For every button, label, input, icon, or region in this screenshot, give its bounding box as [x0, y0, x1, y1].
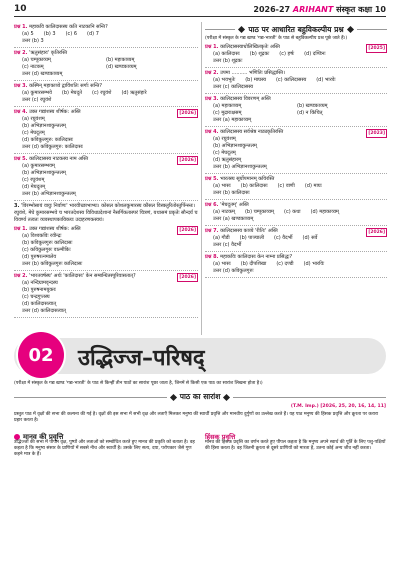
answer: उत्तर (b) शूद्रकः	[213, 58, 243, 64]
option: (c) वाणी	[277, 183, 295, 189]
option: (c) वैदर्भी	[274, 235, 293, 241]
separator	[14, 80, 198, 81]
brand-logo: ARIHANT	[292, 5, 334, 14]
right-column	[205, 24, 387, 280]
question-text: कालिदासस्याधोलिखितकृतेः अस्ति	[220, 44, 280, 50]
option: (c) कालिदासस्य	[275, 77, 307, 83]
header-class: कक्षा 10	[358, 5, 386, 14]
subsection-title: मानव की प्रवृत्ति	[23, 433, 64, 441]
section-heading	[205, 26, 387, 33]
question-text: उक्त गद्यांशस्य शीर्षक: अस्ति	[29, 226, 81, 232]
option: (b) कालिदासः	[240, 183, 268, 189]
separator	[14, 270, 198, 271]
option: (b) शूद्रकः	[249, 51, 270, 57]
question-item	[205, 228, 387, 252]
option: (d) भारवेः	[316, 77, 336, 83]
header-year: 2026-27	[253, 5, 291, 14]
option: (d) खण्डकाव्यम्	[106, 64, 137, 70]
option: (d) ऋतुसंहारम्	[213, 157, 242, 163]
question-item	[205, 202, 387, 226]
answer: उत्तर (c) वैदर्भी	[213, 242, 242, 248]
option: (b) अभिज्ञानशाकुन्तलम्	[22, 170, 66, 176]
separator	[14, 47, 198, 48]
option: (c) हर्षः	[279, 51, 295, 57]
question-number: प्रश्न 2.	[14, 50, 28, 56]
option: (d) ऋतुसंहारे	[121, 90, 147, 96]
option: (c) मेघदूतम्	[213, 150, 236, 156]
question-text: महाकविः कालिदासः केन नाम्ना प्रसिद्धः?	[220, 254, 293, 260]
option: (a) कालिदासः	[213, 51, 240, 57]
option: (d) सर्वे	[302, 235, 318, 241]
option: (c) चन्द्रगुप्तस्य	[22, 294, 50, 300]
options	[14, 57, 198, 71]
passage	[14, 203, 198, 224]
option: (c) कथा	[284, 209, 301, 215]
separator	[205, 67, 387, 68]
answer: उत्तर (d) कविकुलगुरु: कालिदासः	[22, 144, 83, 150]
subsection-text: मानव की हिंसक प्रवृत्ति का वर्णन करते हुए पीपल कहता है कि मनुष्य अपने स्वार्थ की पूर्ति के लिए पशु-पक्षियों की हिंसा करता है। वह जितनी क्रूरता से दूसरे प्राणियों को मारता है, उतना कोई अन्य जीव नहीं करता।	[205, 440, 386, 451]
option: (c) मुद्राराक्षसम्	[213, 110, 242, 116]
separator	[205, 126, 387, 127]
chapter-title: उद्भिज्ज–परिषद्	[78, 346, 205, 371]
left-column	[14, 24, 198, 320]
option: (a) चम्पूकाव्यम्	[22, 57, 51, 63]
chapter-intro: (परीक्षा में संस्कृत के गद्य खण्ड 'गद्य-भारती' के पाठ से किन्हीं तीन पाठों का सारांश पूछा जाता है, जिनमें से किसी एक पाठ का सारांश लिखना होता है।)	[14, 381, 263, 386]
option: (b) दीपशिखा	[240, 261, 267, 267]
separator	[205, 173, 387, 174]
option: (b) महाकाव्यम्	[106, 57, 135, 63]
diamond-icon	[223, 393, 230, 400]
option: (a) गौडी	[213, 235, 230, 241]
question-item	[14, 156, 198, 201]
option: (a) 5	[22, 31, 34, 37]
option: (d) कालिदासत्वात्	[22, 301, 57, 307]
separator	[205, 199, 387, 200]
question-item	[14, 24, 198, 48]
question-item	[205, 176, 387, 200]
question-text: महाकवि कालिदासस्य कति नाटकानि सन्ति?	[29, 24, 108, 30]
answer: उत्तर (b) कविकुलगुरुः कालिदासः	[22, 261, 83, 267]
diamond-icon	[347, 26, 354, 33]
options	[14, 90, 198, 97]
question-text: भारतस्य सूर्योपमानम् कविरस्ति	[220, 176, 275, 182]
option: (c) रघुवंशे	[92, 90, 112, 96]
answer: उत्तर (b) अभिज्ञानशाकुन्तलम्	[22, 191, 76, 197]
question-text: उपमा .......... भणितिः प्रसिद्धास्ति।	[220, 70, 285, 76]
option: (b) माघस्य	[245, 77, 266, 83]
option: (b) पाञ्चाली	[239, 235, 265, 241]
summary-text: प्रस्तुत पाठ में वृक्षों की सभा की कल्पना की गई है। वृक्षों की इस सभा में सभी वृक्ष और लताएँ मिलकर मनुष्य की स्वार्थी प्रवृत्ति और मानवीय दुर्गुणों का उल्लेख करते हैं। यह पाठ मनुष्य की हिंसक प्रवृत्ति और क्रूरता पर करारा प्रहार करता है।	[14, 412, 379, 423]
option: (b) खण्डकाव्यम्	[297, 103, 328, 109]
option: (c) 6	[65, 31, 78, 37]
answer: उत्तर (a) महाकाव्यम्	[213, 117, 252, 123]
option: (a) नन्दिग्रामवृन्दस्य	[22, 280, 58, 286]
header-rule	[14, 16, 386, 17]
subsection-violence	[205, 434, 386, 452]
answer: उत्तर (c) कालिदासस्य	[213, 84, 254, 90]
separator	[205, 225, 387, 226]
subsection-text: उद्भिज्जों की सभा में पीपल वृक्ष, पुष्पों और लताओं को सम्बोधित करते हुए मानव की प्रकृति को बताता है। वह कहता है कि मनुष्य संसार के प्राणियों में सबसे नीच और स्वार्थी है। उसके लिए सत्य, दया, परोपकार जैसे गुण कहने मात्र के हैं।	[14, 440, 195, 457]
option: (a) महाकाव्यम्	[213, 103, 242, 109]
question-item	[14, 273, 198, 318]
options	[205, 136, 366, 164]
year-badge: [2026]	[368, 230, 385, 235]
chapter-number-badge: 02	[18, 332, 64, 378]
separator	[205, 251, 387, 252]
option: (b) पुरुषनामयुक्तः	[22, 287, 56, 293]
question-number: प्रश्न 8.	[205, 254, 219, 260]
option: (a) नाटकम्	[213, 209, 235, 215]
options	[14, 116, 177, 144]
subsection-nature	[14, 434, 198, 458]
question-number: प्रश्न 2.	[14, 273, 28, 279]
option: (c) कविकुलगुरुः वाल्मीकिः	[22, 247, 71, 253]
question-item	[14, 226, 198, 271]
question-item	[14, 50, 198, 81]
heading-rule-right	[357, 29, 387, 30]
option: (b) 3	[43, 31, 56, 37]
year-badge: [2026]	[179, 111, 196, 116]
question-text: 'भारतवर्षस्य' अर्थः 'कालिदासः' केन सम्बन्धितस्पुरिवासतात्?	[29, 273, 136, 279]
option: (d) माघः	[304, 183, 322, 189]
year-badge: [2026]	[179, 158, 196, 163]
question-item	[205, 254, 387, 278]
question-number: प्रश्न 7.	[205, 228, 219, 234]
option: (b) अभिज्ञानशाकुन्तलम्	[213, 143, 257, 149]
question-text: 'मेघदूतम्' अस्ति	[220, 202, 249, 208]
diamond-icon	[238, 26, 245, 33]
question-number: प्रश्न 3.	[14, 83, 28, 89]
question-text: कालिदासस्य नाटकस्य नाम अस्ति	[29, 156, 89, 162]
question-text: कालिदासस्य काव्ये 'रीतिः' अस्ति	[220, 228, 278, 234]
question-item	[205, 129, 387, 174]
question-text: 'ऋतुसंहारः' कृतिरस्ति	[29, 50, 68, 56]
answer: उत्तर (b) कालिदासः	[213, 190, 250, 196]
option: (b) कविकुलगुरुः कालिदासः	[22, 240, 73, 246]
question-number: प्रश्न 6.	[205, 202, 219, 208]
separator	[205, 93, 387, 94]
option: (c) नाटकम्	[22, 64, 44, 70]
passage-text: 'विरम्भोसायं वायुः निर्वाणः' भारवीच्छाभाभ्यः। कोसल कोशलकुमारस्य कौसल विस्क्लुरितोस्तुर्पिन्स्त्तः। रघुवंशे, मेघे कुमारसम्भवे च भारतदेशस्य विविधप्रदेशानां नैसर्गिकतास्परं चित्रणं, यथासमं प्रकृतेः सौन्दर्यं च विवर्ण्य तत्वतः व्यवस्थापकायिकयः उदाहरणकस्वयं।	[14, 203, 198, 223]
option: (c) मेघदूतम्	[22, 130, 45, 136]
heading-rule-left	[14, 397, 167, 398]
option: (a) भवभूतेः	[213, 77, 236, 83]
option: (a) रघुवंशम्	[22, 116, 45, 122]
year-badge: [2026]	[179, 228, 196, 233]
option: (b) अभिज्ञानशाकुन्तलम्	[22, 123, 66, 129]
year-badge: [2026]	[179, 275, 196, 280]
subsection-heading: हिंसक प्रवृत्ति	[205, 433, 236, 441]
section-title: पाठ पर आधारित बहुविकल्पीय प्रश्न	[248, 25, 344, 34]
separator	[14, 317, 198, 318]
summary-heading	[14, 392, 386, 402]
question-text: कस्मिन् महाकाव्ये द्वाविंशतिः सर्गाः सन्ति?	[29, 83, 103, 89]
option: (a) रघुवंशम्	[213, 136, 236, 142]
question-number: प्रश्न 5.	[14, 156, 28, 162]
heading-rule-right	[233, 397, 386, 398]
question-number: प्रश्न 5.	[205, 176, 219, 182]
separator	[205, 277, 387, 278]
answer: उत्तर (b) अभिज्ञानशाकुन्तलम्	[213, 164, 267, 170]
option: (a) भासः	[213, 261, 231, 267]
header-info	[253, 4, 386, 15]
option: (d) दण्डिनः	[304, 51, 326, 57]
separator	[14, 153, 198, 154]
summary-title: पाठ का सारांश	[179, 392, 221, 401]
option: (d) कविकुलगुरु: कालिदासः	[22, 137, 74, 143]
question-number: प्रश्न 1.	[205, 44, 219, 50]
answer: उत्तर (b) 3	[22, 38, 44, 44]
answer: उत्तर (d) खण्डकाव्यम्	[22, 71, 63, 77]
question-item	[205, 96, 387, 127]
options	[14, 233, 177, 261]
options	[14, 280, 177, 308]
options	[14, 163, 177, 191]
summary-tag: (T.M. Imp.) [2026, 25, 20, 16, 14, 11]	[290, 404, 386, 409]
option: (d) न किंचित्	[297, 110, 323, 116]
page-number: 10	[14, 4, 27, 14]
answer: उत्तर (a) खण्डकाव्यम्	[213, 216, 254, 222]
question-text: कालिदासस्य विवरणम् अस्ति	[220, 96, 271, 102]
question-number: प्रश्न 1.	[14, 226, 28, 232]
question-text: कालिदासस्य सर्वश्रेष्ठ नाट्यकृतिरस्ति	[220, 129, 284, 135]
question-item	[205, 70, 387, 94]
question-item	[205, 44, 387, 68]
header-subject: संस्कृत	[336, 5, 356, 14]
option: (d) पुरुषरत्नमालेव	[22, 254, 57, 260]
options	[205, 209, 387, 216]
year-badge: [2023]	[368, 131, 385, 136]
question-text: उक्त गद्यांशस्य शीर्षक: अस्ति	[29, 109, 81, 115]
year-badge: [2025]	[368, 46, 385, 51]
column-divider	[201, 22, 202, 335]
option: (d) मेघदूतम्	[22, 184, 46, 190]
options	[14, 31, 198, 38]
option: (c) रघुवंशम्	[22, 177, 45, 183]
options	[205, 51, 366, 58]
options	[205, 235, 366, 242]
separator	[14, 200, 198, 201]
option: (a) कुमारसम्भवम्	[22, 163, 55, 169]
answer: उत्तर (c) रघुवंशे	[22, 97, 52, 103]
option: (b) चम्पूकाव्यम्	[244, 209, 274, 215]
page-header	[0, 0, 400, 18]
section-note: (परीक्षा में संस्कृत के गद्य खण्ड 'गद्य-भारती' के पाठ से बहुविकल्पीय प्रश्न पूछे जाते हैं।)	[205, 36, 348, 41]
options	[205, 261, 387, 268]
option: (d) महाकाव्यम्	[310, 209, 339, 215]
options	[205, 77, 387, 84]
question-number: प्रश्न 3.	[205, 96, 219, 102]
options	[205, 183, 387, 190]
option: (a) भासः	[213, 183, 231, 189]
question-item	[14, 109, 198, 154]
option: (b) मेघदूते	[61, 90, 83, 96]
heading-rule-left	[205, 29, 235, 30]
options	[205, 103, 387, 117]
option: (d) भारविः	[303, 261, 325, 267]
option: (a) विश्वकविः रवीन्द्रः	[22, 233, 62, 239]
question-number: प्रश्न 2.	[205, 70, 219, 76]
passage-number: 3.	[14, 203, 20, 209]
diamond-icon	[170, 393, 177, 400]
question-item	[14, 83, 198, 107]
separator	[14, 106, 198, 107]
option: (c) दण्डी	[276, 261, 294, 267]
option: (d) 7	[87, 31, 99, 37]
question-number: प्रश्न 4.	[205, 129, 219, 135]
answer: उत्तर (d) कविकुलगुरुः	[213, 268, 254, 274]
question-number: प्रश्न 1.	[14, 24, 28, 30]
option: (a) कुमारसम्भवे	[22, 90, 52, 96]
question-number: प्रश्न 4.	[14, 109, 28, 115]
answer: उत्तर (d) कालिदासत्वात्	[22, 308, 66, 314]
